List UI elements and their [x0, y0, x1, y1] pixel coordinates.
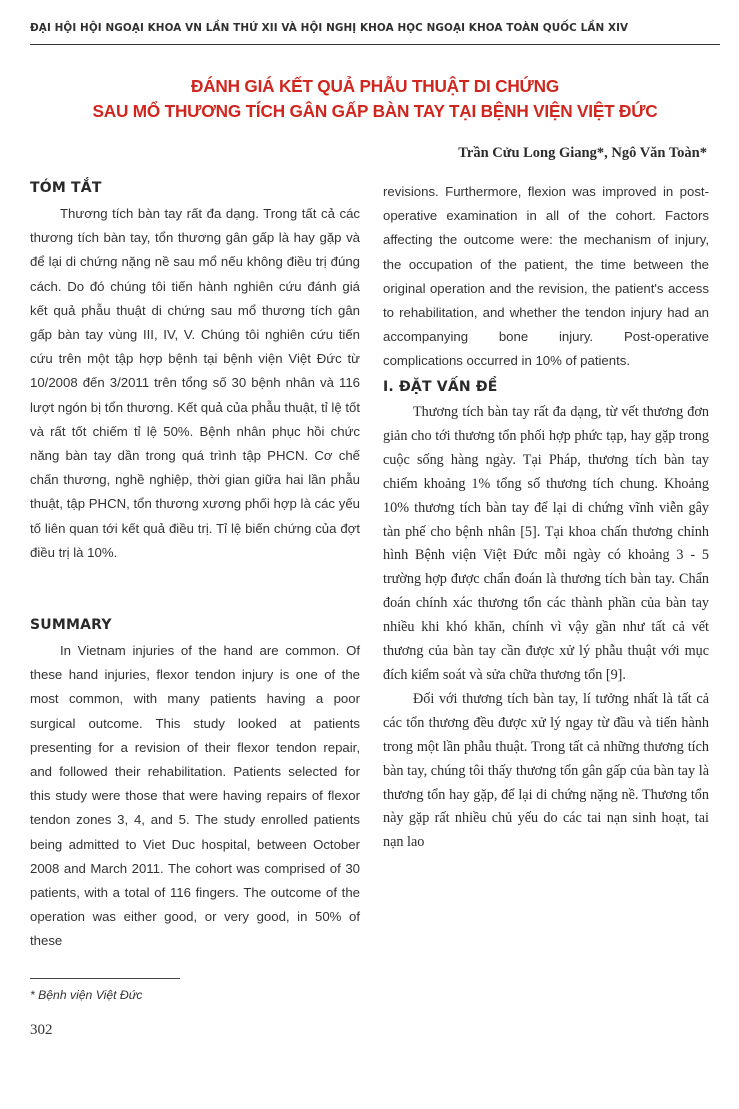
intro-heading: I. ĐẶT VẤN ĐỀ	[383, 379, 498, 395]
introduction-section	[383, 379, 709, 855]
vietnamese-abstract	[30, 180, 360, 565]
tom-tat-text: Thương tích bàn tay rất đa dạng. Trong tất cả các thương tích bàn tay, tổn thương gân gấp là hay gặp và để lại di chứng nặng nề sau mổ nếu không điều trị đúng cách. Do đó chúng tôi tiến hành nghiên cứu đánh giá kết quả phẫu thuật di chứng sau mổ thương tích gân gấp bàn tay vùng III, IV, V. Chúng tôi nghiên cứu tiến cứu trên một tập hợp bệnh tại bệnh viện Việt Đức từ 10/2008 đến 3/2011 trên tổng số 30 bệnh nhân và 116 lượt ngón bị tổn thương. Kết quả của phẫu thuật, tỉ lệ tốt và rất tốt chiếm tỉ lệ 50%. Bệnh nhân phục hồi chức năng bàn tay dần trong quá trình tập PHCN. Cơ chế chấn thương, nghề nghiệp, thời gian giữa hai lần phẫu thuật, tập PHCN, tổn thương xương phối hợp là các yếu tố liên quan tới kết quả điều trị. Tỉ lệ biến chứng của đợt điều trị là 10%.	[30, 206, 360, 560]
authors: Trần Cửu Long Giang*, Ngô Văn Toàn*	[458, 145, 707, 161]
paper-title-line-1: ĐÁNH GIÁ KẾT QUẢ PHẪU THUẬT DI CHỨNG	[191, 76, 559, 96]
footnote-rule	[30, 978, 180, 979]
intro-paragraph-1: Thương tích bàn tay rất đa dạng, từ vết thương đơn giản cho tới thương tổn phối hợp phức tạp, hay gặp trong cuộc sống hàng ngày. Tại Pháp, thương tích bàn tay chiếm khoảng 1% tổng số thương tích chung. Khoảng 10% thương tích bàn tay để lại di chứng vĩnh viễn gây tàn phế cho bệnh nhân [5]. Tại khoa chấn thương chỉnh hình Bệnh viện Việt Đức mỗi ngày có khoảng 3 - 5 trường hợp được chẩn đoán là thương tích bàn tay. Chẩn đoán chính xác thương tổn các thành phần của bàn tay nhiều khi khó khăn, chính vì vậy gần như tất cả vết thương của bàn tay cần được xử lý phẫu thuật với mục đích kiểm soát và sửa chữa thương tổn [9].	[383, 404, 709, 683]
summary-text: In Vietnam injuries of the hand are common. Of these hand injuries, flexor tendon injury is one of the most common, with many patients having a poor surgical outcome. This study looked at patients presenting for a revision of their flexor tendon repair, and followed their rehabilitation. Patients selected for this study were those that were having repairs of flexor tendon zones 3, 4, and 5. The study enrolled patients being admitted to Viet Duc hospital, between October 2008 and March 2011. The cohort was comprised of 30 patients, with a total of 116 fingers. The outcome of the operation was either good, or very good, in 50% of these	[30, 643, 360, 949]
intro-paragraph-2: Đối với thương tích bàn tay, lí tưởng nhất là tất cả các tổn thương đều được xử lý ngay từ đầu và tiến hành trong một lần phẫu thuật. Trong tất cả những thương tích bàn tay, chúng tôi thấy thương tổn gân gấp của bàn tay là thương tổn hay gặp, để lại di chứng nặng nề. Thương tổn này gặp rất nhiều chủ yếu do các tai nạn sinh hoạt, tai nạn lao	[383, 690, 709, 851]
paper-title-line-2: SAU MỔ THƯƠNG TÍCH GÂN GẤP BÀN TAY TẠI BỆNH VIỆN VIỆT ĐỨC	[92, 101, 658, 121]
summary-continuation-text: revisions. Furthermore, flexion was improved in post-operative examination in all of the cohort. Factors affecting the outcome were: the mechanism of injury, the occupation of the patient, the time between the original operation and the revision, the patient's access to rehabilitation, and whether the tendon injury had an accompanying bone injury. Post-operative complications occurred in 10% of patients.	[383, 184, 709, 369]
summary-heading: SUMMARY	[30, 617, 112, 633]
header-rule	[30, 44, 720, 45]
english-summary	[30, 617, 360, 954]
running-head: ĐẠI HỘI HỘI NGOẠI KHOA VN LẦN THỨ XII VÀ HỘI NGHỊ KHOA HỌC NGOẠI KHOA TOÀN QUỐC LẦN XIV	[30, 22, 629, 34]
summary-continuation	[383, 180, 709, 374]
tom-tat-heading: TÓM TẮT	[30, 180, 102, 196]
footnote: * Bệnh viện Việt Đức	[30, 988, 143, 1002]
page-number: 302	[30, 1022, 53, 1038]
